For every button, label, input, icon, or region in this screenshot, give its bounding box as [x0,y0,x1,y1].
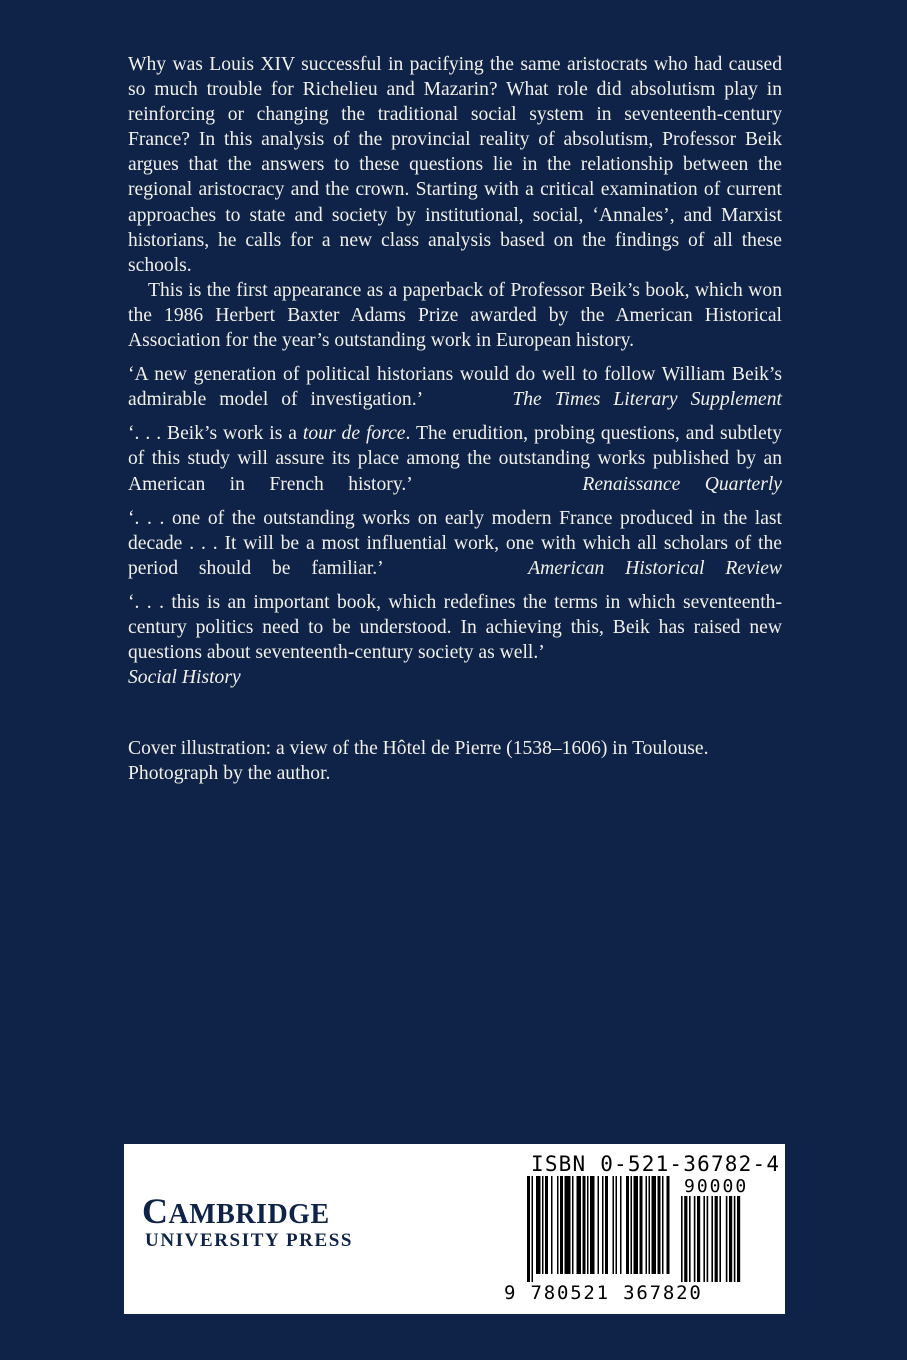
review-2-quote-italic: tour de force [302,423,406,445]
publisher-name-first: C [142,1191,169,1231]
barcode-addon-bar [684,1196,687,1282]
review-2-quote-after: . The erudition, probing questions, and subtlety of this study will assure its place among the outstanding works published by an American in French history.’ [128,423,782,495]
barcode-addon-bar [694,1196,696,1282]
review-2-quote-before: ‘. . . Beik’s work is a [128,423,303,445]
barcode-addon-bar [719,1196,721,1282]
review-1-quote: ‘A new generation of political historians would do well to follow William Beik’s admirable model of investigation.’ [128,364,782,411]
review-2-source: Renaissance Quarterly [582,473,783,495]
barcode-bar [634,1176,639,1274]
review-4-source: Social History [128,667,241,689]
isbn-text: ISBN 0-521-36782-4 [531,1152,781,1176]
publisher-logo [142,1190,330,1232]
barcode-bar [572,1176,574,1274]
barcode-bar [605,1176,608,1274]
barcode-bar [602,1176,604,1274]
barcode-addon-bar [734,1196,736,1282]
barcode-bar [646,1176,648,1274]
barcode-bar [652,1176,657,1274]
barcode-bar [662,1176,664,1274]
blurb-paragraph-1: Why was Louis XIV successful in pacifying the same aristocrats who had caused so much trouble for Richelieu and Mazarin? What role did absolutism play in reinforcing or changing the traditional social system in seventeenth-century France? In this analysis of the provincial reality of absolutism, Professor Beik argues that the answers to these questions lie in the relationship between the regional aristocracy and the crown. Starting with a critical examination of current approaches to state and society by institutional, social, ‘Annales’, and Marxist historians, he calls for a new class analysis based on the findings of all these schools. [128,54,782,276]
barcode-addon-bar [681,1196,683,1282]
barcode-bar [598,1176,600,1274]
barcode-bar [560,1176,563,1274]
publisher-name-rest: AMBRIDGE [168,1199,330,1230]
barcode-addon-bar [689,1196,691,1282]
caption-line-1: Cover illustration: a view of the Hôtel de Pierre (1538–1606) in Toulouse. [128,738,709,759]
barcode-bar [667,1176,670,1274]
barcode-bar [590,1176,595,1274]
barcode-bar [649,1176,651,1274]
barcode-bar [577,1176,582,1274]
barcode-bar [557,1176,559,1274]
review-1-source: The Times Literary Supplement [512,389,782,411]
barcode-addon-bar [707,1196,709,1282]
barcode-addon-bar [703,1196,705,1282]
barcode-bar [616,1176,618,1274]
barcode-bar [532,1176,534,1282]
barcode-bar [583,1176,586,1274]
ean-text: 9 780521 367820 [504,1282,703,1304]
barcode-bar [542,1176,544,1274]
caption-line-2: Photograph by the author. [128,763,331,785]
review-4-quote: ‘. . . this is an important book, which redefines the terms in which seventeenth-century politics need to be understood. In achieving this, Beik has raised new questions about seventeenth-century society as well.’ [128,591,782,664]
back-cover-text [128,52,782,690]
barcode-addon-bar [697,1196,700,1282]
barcode-addon-bar [737,1196,740,1282]
review-3-quote: ‘. . . one of the outstanding works on early modern France produced in the last decade . . . It will be a most influential work, one with which all scholars of the period should be familiar.’ [128,507,782,579]
review-3-source: American Historical Review [528,557,782,579]
review-1 [128,362,782,412]
review-4 [128,590,782,690]
barcode-bar [551,1176,553,1274]
barcode-bar [536,1176,541,1274]
cover-caption [128,736,808,786]
review-2 [128,421,782,496]
barcode-bar [626,1176,629,1274]
barcode-bar [587,1176,589,1274]
barcode-addon-bar [726,1196,728,1282]
barcode-bar [620,1176,622,1274]
barcode-bar [640,1176,643,1274]
price-code: 90000 [684,1176,749,1197]
barcode-addon-bar [729,1196,732,1282]
barcode-bar [631,1176,633,1274]
barcode-bar [527,1176,530,1282]
barcode-addon-bar [711,1196,713,1282]
barcode-addon-bar [715,1196,718,1282]
blurb-paragraph-2: This is the first appearance as a paperback of Professor Beik’s book, which won the 1986 Herbert Baxter Adams Prize awarded by the American Historical Association for the year’s outstanding work in European history. [128,279,782,352]
publisher-subtitle: UNIVERSITY PRESS [145,1230,354,1251]
publisher-barcode-panel [124,1144,785,1314]
barcode-bar [613,1176,615,1274]
barcode-bar [565,1176,571,1274]
review-3 [128,506,782,581]
barcode-bar [545,1176,548,1274]
barcode-bar [658,1176,661,1274]
